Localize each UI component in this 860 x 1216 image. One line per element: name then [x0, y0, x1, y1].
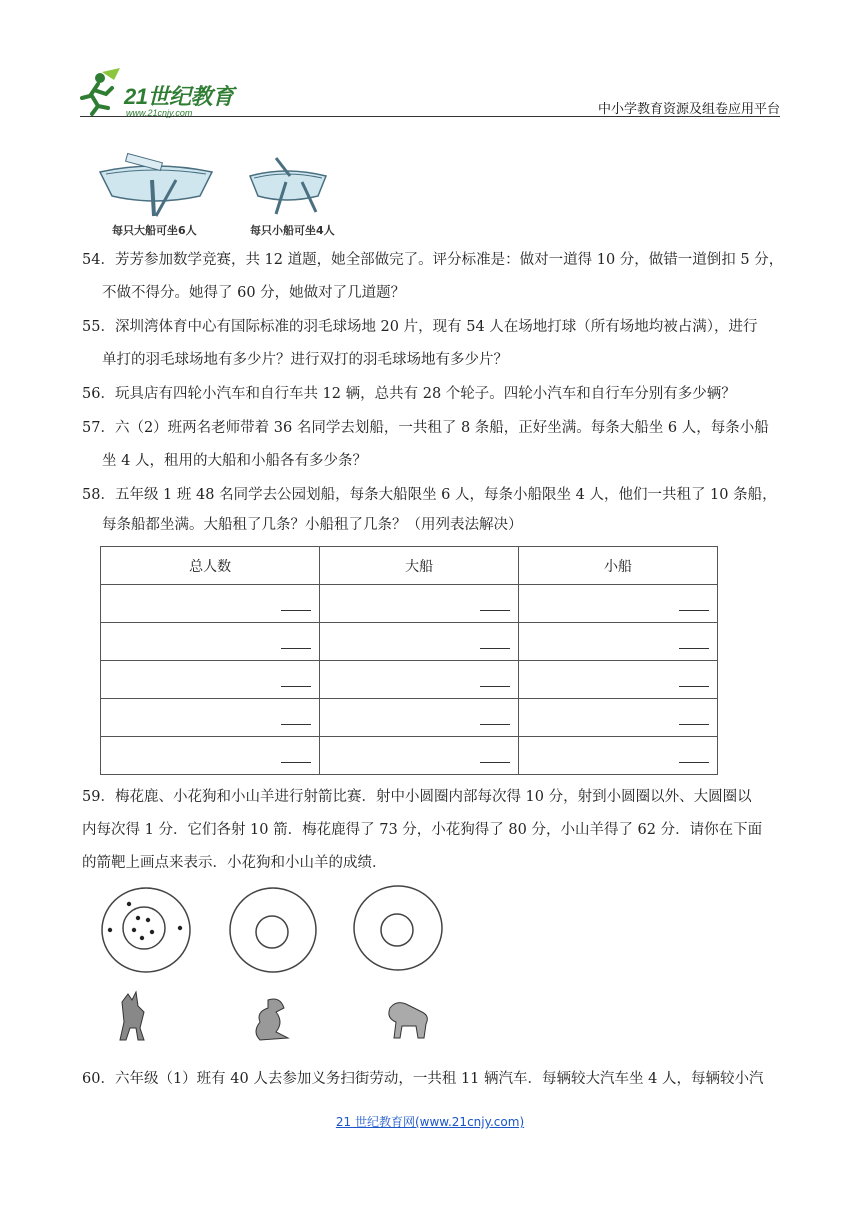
table-cell	[320, 661, 519, 699]
table-row	[101, 737, 718, 775]
deer-icon	[120, 992, 144, 1040]
boats-image	[96, 150, 356, 222]
table-cell	[101, 585, 320, 623]
answer-blank[interactable]	[480, 710, 510, 725]
answer-blank[interactable]	[480, 634, 510, 649]
column-header: 大船	[320, 547, 519, 585]
question-number: 55．	[82, 319, 115, 335]
table-cell	[519, 699, 718, 737]
answer-blank[interactable]	[281, 748, 311, 763]
table-header-row	[101, 547, 718, 585]
targets-image	[100, 862, 460, 1052]
question-number: 54．	[82, 252, 115, 268]
question-text: 芳芳参加数学竞赛，共 12 道题，她全部做完了。评分标准是：做对一道得 10 分，做错一道倒扣 5 分，	[114, 252, 784, 268]
question-text: 每条船都坐满。大船租了几条？小船租了几条？（用列表法解决）	[102, 517, 523, 533]
table-row	[101, 699, 718, 737]
logo-url: www.21cnjy.com	[126, 108, 193, 118]
answer-blank[interactable]	[679, 748, 709, 763]
table-cell	[320, 737, 519, 775]
question-56	[82, 385, 782, 403]
question-59	[82, 788, 782, 872]
answer-blank[interactable]	[281, 710, 311, 725]
table-cell	[101, 737, 320, 775]
table-cell	[101, 699, 320, 737]
question-text: 深圳湾体育中心有国际标准的羽毛球场地 20 片，现有 54 人在场地打球（所有场地均被占满），进行	[114, 319, 758, 335]
deer-target-icon	[102, 888, 190, 972]
question-text: 玩具店有四轮小汽车和自行车共 12 辆，总共有 28 个轮子。四轮小汽车和自行车分别有多少辆？	[114, 386, 736, 402]
small-boat-caption: 每只小船可坐4人	[250, 224, 335, 237]
answer-blank[interactable]	[281, 672, 311, 687]
answer-blank[interactable]	[281, 596, 311, 611]
table-cell	[519, 661, 718, 699]
question-54	[82, 251, 782, 302]
question-text: 内每次得 1 分．它们各射 10 箭．梅花鹿得了 73 分，小花狗得了 80 分，小山羊得了 62 分．请你在下面	[82, 822, 763, 838]
question-58	[82, 486, 782, 534]
answer-blank[interactable]	[480, 672, 510, 687]
footer-link[interactable]: 21 世纪教育网(www.21cnjy.com)	[335, 1115, 525, 1129]
big-boat-caption: 每只大船可坐6人	[112, 224, 197, 237]
question-text: 坐 4 人，租用的大船和小船各有多少条？	[102, 453, 367, 469]
question-text: 六年级（1）班有 40 人去参加义务扫街劳动，一共租 11 辆汽车．每辆较大汽车坐 4 人，每辆较小汽	[114, 1071, 764, 1087]
answer-blank[interactable]	[679, 634, 709, 649]
question-55	[82, 318, 782, 369]
question-number: 56．	[82, 386, 115, 402]
dog-target-icon	[230, 888, 316, 972]
table-cell	[101, 661, 320, 699]
goat-icon	[389, 1003, 427, 1038]
table-cell	[519, 585, 718, 623]
table-row	[101, 585, 718, 623]
table-cell	[519, 623, 718, 661]
question-text: 梅花鹿、小花狗和小山羊进行射箭比赛．射中小圆圈内部每次得 10 分，射到小圆圈以外、大圆圈以	[114, 789, 752, 805]
question-60	[82, 1070, 782, 1088]
answer-blank[interactable]	[679, 672, 709, 687]
goat-target-icon	[354, 886, 442, 970]
question-text: 的箭靶上画点来表示．小花狗和小山羊的成绩．	[82, 855, 387, 871]
boats-illustration	[96, 150, 356, 250]
logo-text: 21世纪教育	[124, 84, 234, 109]
answer-blank[interactable]	[281, 634, 311, 649]
table-row	[101, 623, 718, 661]
column-header: 小船	[519, 547, 718, 585]
table-row	[101, 661, 718, 699]
question-number: 60．	[82, 1071, 115, 1087]
question-number: 57．	[82, 420, 115, 436]
site-logo	[80, 66, 250, 120]
table-cell	[320, 623, 519, 661]
platform-title: 中小学教育资源及组卷应用平台	[597, 102, 780, 117]
question-57	[82, 419, 782, 470]
question-text: 不做不得分。她得了 60 分，她做对了几道题？	[102, 285, 406, 301]
page-header	[80, 60, 780, 120]
question-number: 58．	[82, 487, 115, 503]
table-cell	[519, 737, 718, 775]
header-divider	[80, 116, 780, 117]
big-boat-icon	[100, 153, 212, 216]
runner-logo-icon	[80, 66, 124, 120]
answer-blank[interactable]	[480, 596, 510, 611]
dog-icon	[256, 999, 288, 1040]
answer-blank[interactable]	[679, 710, 709, 725]
question-text: 单打的羽毛球场地有多少片？进行双打的羽毛球场地有多少片？	[102, 352, 508, 368]
targets-illustration	[100, 862, 460, 1052]
answer-table	[100, 546, 718, 775]
table-cell	[320, 699, 519, 737]
question-text: 五年级 1 班 48 名同学去公园划船，每条大船限坐 6 人，每条小船限坐 4 人，他们一共租了 10 条船，	[114, 487, 777, 503]
column-header: 总人数	[101, 547, 320, 585]
question-text: 六（2）班两名老师带着 36 名同学去划船，一共租了 8 条船，正好坐满。每条大船坐 6 人，每条小船	[114, 420, 769, 436]
table-cell	[101, 623, 320, 661]
question-number: 59．	[82, 789, 115, 805]
answer-blank[interactable]	[679, 596, 709, 611]
small-boat-icon	[250, 158, 326, 214]
table-cell	[320, 585, 519, 623]
answer-blank[interactable]	[480, 748, 510, 763]
